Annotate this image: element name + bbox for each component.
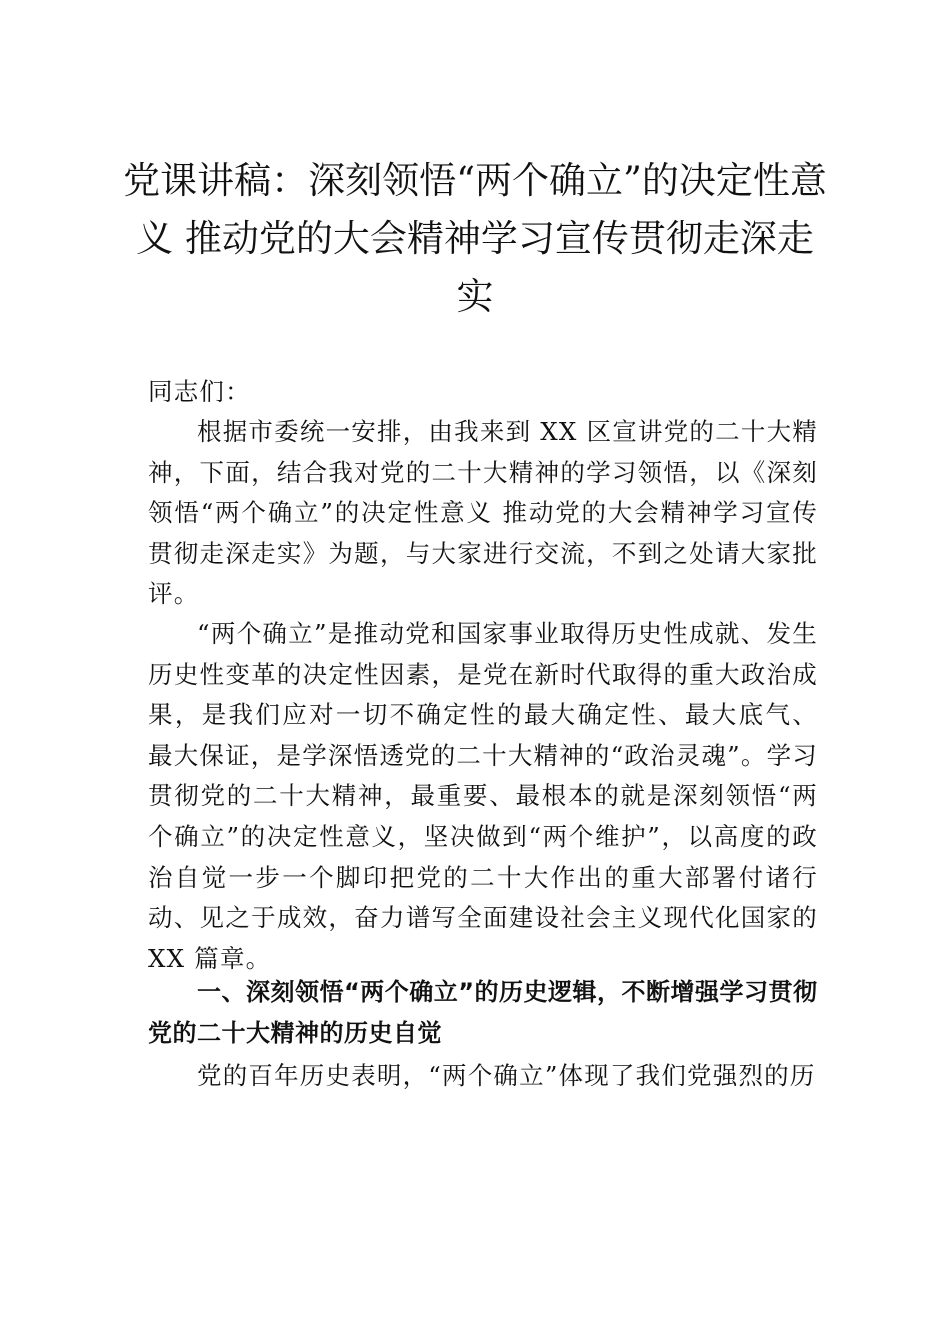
paragraph-intro: 根据市委统一安排，由我来到 XX 区宣讲党的二十大精神，下面，结合我对党的二十大精神的学习领悟，以《深刻领悟“两个确立”的决定性意义 推动党的大会精神学习宣传贯彻走深走实》为题，与大家进行交流，不到之处请大家批评。 bbox=[148, 417, 818, 609]
paragraph-two-establishments: “两个确立”是推动党和国家事业取得历史性成就、发生历史性变革的决定性因素，是党在新时代取得的重大政治成果，是我们应对一切不确定性的最大确定性、最大底气、 最大保证，是学深悟透党的二十大精神的“政治灵魂”。学习贯彻党的二十大精神，最重要、最根本的就是深刻领悟“两个确立”的决定性意义，坚决做到“两个维护”，以高度的政治自觉一步一个脚印把党的二十大作出的重大部署付诸行动、见之于成效，奋力谱写全面建设社会主义现代化国家的XX 篇章。 bbox=[148, 619, 818, 973]
section-paragraph-1: 党的百年历史表明，“两个确立”体现了我们党强烈的历 bbox=[197, 1061, 816, 1090]
section-heading-1: 一、深刻领悟“两个确立”的历史逻辑，不断增强学习贯彻党的二十大精神的历史自觉 bbox=[148, 978, 818, 1047]
document-title: 党课讲稿：深刻领悟“两个确立”的决定性意义 推动党的大会精神学习宣传贯彻走深走实 bbox=[123, 159, 827, 318]
salutation: 同志们： bbox=[148, 377, 251, 406]
